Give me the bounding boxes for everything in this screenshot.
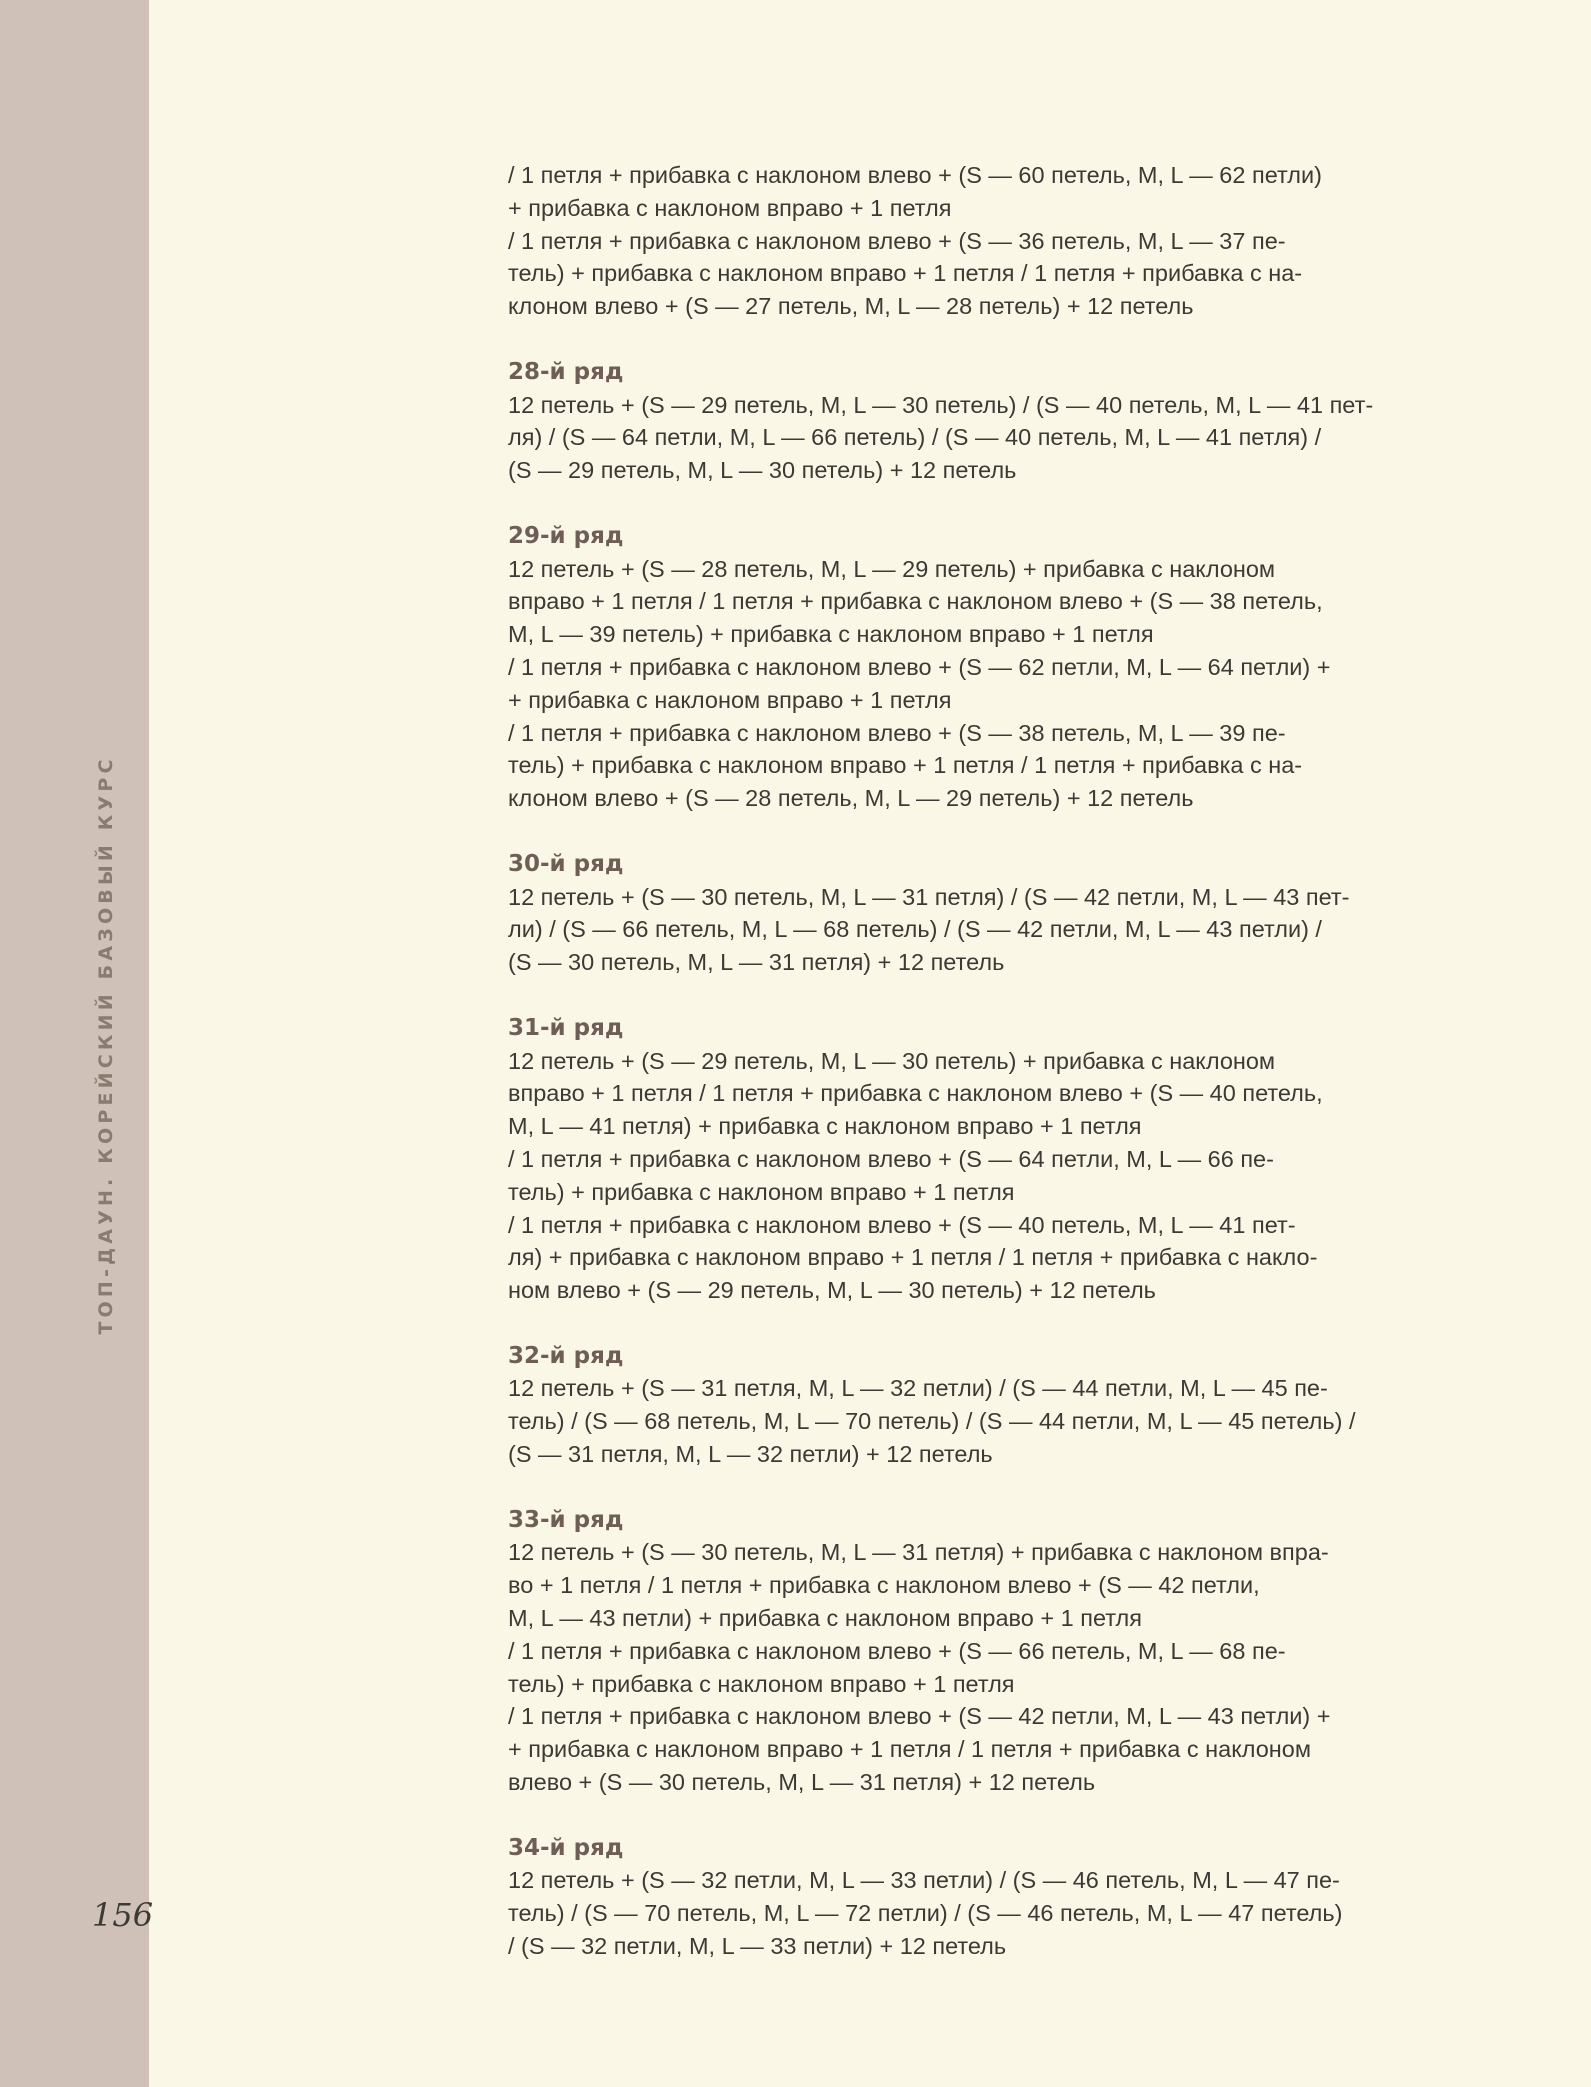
text-line: (S — 29 петель, M, L — 30 петель) + 12 петель [508, 457, 1017, 484]
text-line: / 1 петля + прибавка с наклоном влево + (S — 38 петель, M, L — 39 пе- [508, 719, 1286, 746]
row-heading: 31-й ряд [508, 1014, 624, 1041]
text-line: / 1 петля + прибавка с наклоном влево + (S — 60 петель, M, L — 62 петли) [508, 162, 1322, 188]
text-line: ном влево + (S — 29 петель, M, L — 30 петель) + 12 петель [508, 1277, 1156, 1304]
text-line: тель) + прибавка с наклоном вправо + 1 петля [508, 1178, 1015, 1205]
intro-paragraph [508, 159, 1428, 323]
row-heading: 30-й ряд [508, 850, 624, 877]
text-line: клоном влево + (S — 28 петель, M, L — 29 петель) + 12 петель [508, 785, 1194, 812]
row-instruction [508, 1832, 1428, 1963]
text-line: во + 1 петля / 1 петля + прибавка с наклоном влево + (S — 42 петли, [508, 1572, 1260, 1599]
row-instruction [508, 1340, 1428, 1471]
row-instruction [508, 356, 1428, 487]
text-line: 12 петель + (S — 28 петель, M, L — 29 петель) + прибавка с наклоном [508, 555, 1276, 582]
text-line: 12 петель + (S — 30 петель, M, L — 31 петля) + прибавка с наклоном впра- [508, 1539, 1329, 1566]
text-line: влево + (S — 30 петель, M, L — 31 петля) + 12 петель [508, 1769, 1096, 1796]
row-heading: 32-й ряд [508, 1342, 624, 1369]
sidebar-band [0, 0, 154, 2087]
text-line: 12 петель + (S — 31 петля, M, L — 32 петли) / (S — 44 петли, M, L — 45 пе- [508, 1375, 1328, 1402]
row-instruction [508, 1012, 1428, 1307]
row-heading: 28-й ряд [508, 358, 624, 385]
text-line: + прибавка с наклоном вправо + 1 петля [508, 194, 952, 221]
text-line: + прибавка с наклоном вправо + 1 петля [508, 686, 952, 713]
text-line: / 1 петля + прибавка с наклоном влево + (S — 66 петель, M, L — 68 пе- [508, 1637, 1286, 1664]
text-line: 12 петель + (S — 29 петель, M, L — 30 петель) + прибавка с наклоном [508, 1047, 1276, 1074]
text-line: M, L — 43 петли) + прибавка с наклоном вправо + 1 петля [508, 1605, 1142, 1632]
text-line: 12 петель + (S — 30 петель, M, L — 31 петля) / (S — 42 петли, M, L — 43 пет- [508, 883, 1350, 910]
text-line: тель) / (S — 70 петель, M, L — 72 петли) / (S — 46 петель, M, L — 47 петель) [508, 1900, 1343, 1927]
row-instruction [508, 520, 1428, 815]
text-line: клоном влево + (S — 27 петель, M, L — 28 петель) + 12 петель [508, 293, 1194, 320]
text-line: вправо + 1 петля / 1 петля + прибавка с наклоном влево + (S — 40 петель, [508, 1080, 1323, 1107]
text-line: / (S — 32 петли, M, L — 33 петли) + 12 петель [508, 1933, 1007, 1960]
text-line: / 1 петля + прибавка с наклоном влево + (S — 62 петли, M, L — 64 петли) + [508, 653, 1331, 680]
pattern-text [508, 159, 1428, 1963]
text-line: тель) + прибавка с наклоном вправо + 1 петля / 1 петля + прибавка с на- [508, 260, 1303, 287]
text-line: тель) / (S — 68 петель, M, L — 70 петель) / (S — 44 петли, M, L — 45 петель) / [508, 1408, 1356, 1435]
text-line: / 1 петля + прибавка с наклоном влево + (S — 40 петель, M, L — 41 пет- [508, 1211, 1296, 1238]
text-line: / 1 петля + прибавка с наклоном влево + (S — 42 петли, M, L — 43 петли) + [508, 1703, 1331, 1730]
row-heading: 29-й ряд [508, 522, 624, 549]
text-line: + прибавка с наклоном вправо + 1 петля / 1 петля + прибавка с наклоном [508, 1736, 1311, 1763]
text-line: ля) + прибавка с наклоном вправо + 1 петля / 1 петля + прибавка с накло- [508, 1244, 1318, 1271]
text-line: 12 петель + (S — 29 петель, M, L — 30 петель) / (S — 40 петель, M, L — 41 пет- [508, 391, 1374, 418]
page-number: 156 [92, 1896, 154, 1934]
text-line: / 1 петля + прибавка с наклоном влево + (S — 36 петель, M, L — 37 пе- [508, 227, 1286, 254]
row-instruction [508, 848, 1428, 979]
text-line: (S — 30 петель, M, L — 31 петля) + 12 петель [508, 949, 1005, 976]
running-title: ТОП-ДАУН. КОРЕЙСКИЙ БАЗОВЫЙ КУРС [95, 755, 117, 1335]
row-heading: 34-й ряд [508, 1834, 624, 1861]
row-list [508, 356, 1428, 1963]
text-line: тель) + прибавка с наклоном вправо + 1 петля / 1 петля + прибавка с на- [508, 752, 1303, 779]
text-line: (S — 31 петля, M, L — 32 петли) + 12 петель [508, 1441, 993, 1468]
text-line: вправо + 1 петля / 1 петля + прибавка с наклоном влево + (S — 38 петель, [508, 588, 1323, 615]
text-line: M, L — 41 петля) + прибавка с наклоном вправо + 1 петля [508, 1113, 1142, 1140]
row-instruction [508, 1504, 1428, 1799]
text-line: ля) / (S — 64 петли, M, L — 66 петель) / (S — 40 петель, M, L — 41 петля) / [508, 424, 1322, 451]
text-line: 12 петель + (S — 32 петли, M, L — 33 петли) / (S — 46 петель, M, L — 47 пе- [508, 1867, 1340, 1894]
text-line: ли) / (S — 66 петель, M, L — 68 петель) / (S — 42 петли, M, L — 43 петли) / [508, 916, 1322, 943]
text-line: / 1 петля + прибавка с наклоном влево + (S — 64 петли, M, L — 66 пе- [508, 1145, 1274, 1172]
text-line: тель) + прибавка с наклоном вправо + 1 петля [508, 1670, 1015, 1697]
text-line: M, L — 39 петель) + прибавка с наклоном вправо + 1 петля [508, 621, 1154, 648]
row-heading: 33-й ряд [508, 1506, 624, 1533]
